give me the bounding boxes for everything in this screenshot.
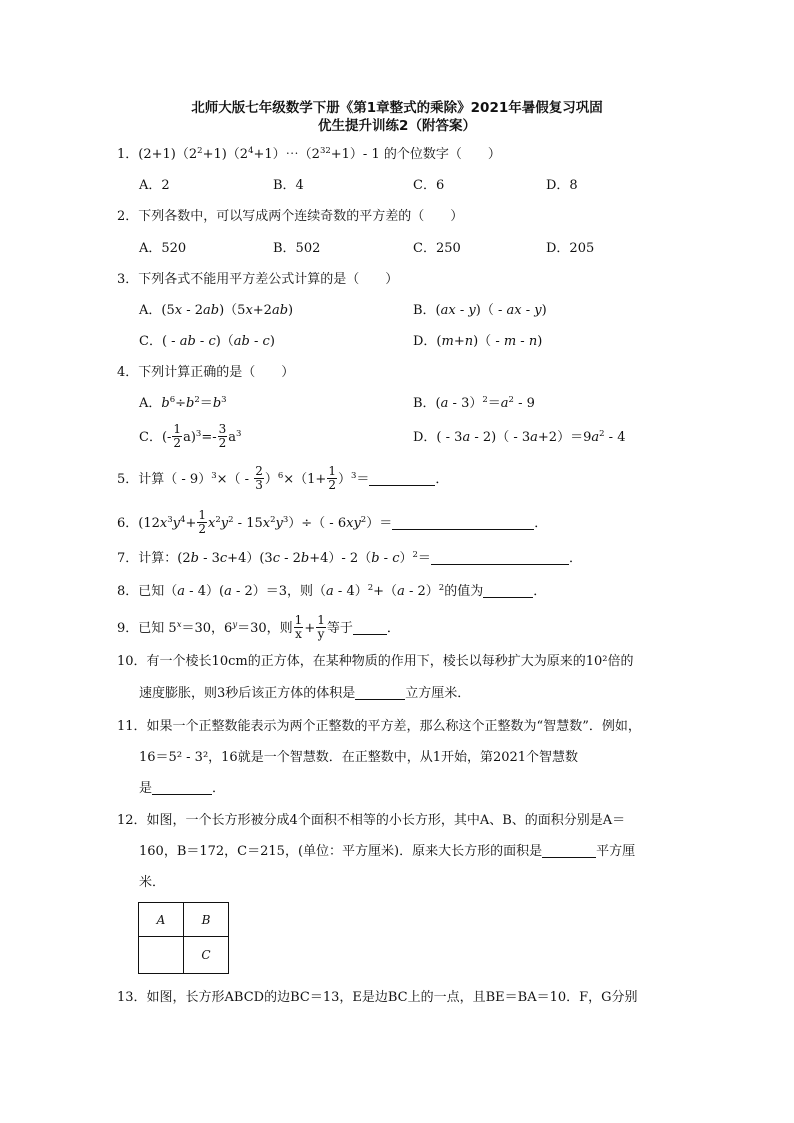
- question-8: 8．已知（a - 4）(a - 2）＝3，则（a - 4）$^2$+（a - 2）$^2$的值为 ．: [117, 583, 547, 599]
- q2-option-a: A．520: [139, 241, 187, 256]
- question-7: 7．计算：(2b - 3c+4）(3c - 2b+4）- 2（b - c）$^2$＝ ．: [117, 550, 582, 566]
- question-13-line-1: 13．如图，长方形ABCD的边BC＝13，E是边BC上的一点，且BE＝BA＝10．F，G分别: [117, 990, 638, 1005]
- question-6: 6．($12x^3y^4+$ $\frac{1}{2}$ $x^2y^2 - 15x^2y^3)\div( - 6xy^2)=$ ．: [117, 508, 548, 536]
- question-11-line-1: 11．如果一个正整数能表示为两个正整数的平方差，那么称这个正整数为“智慧数”．例如，: [117, 719, 641, 734]
- q4-option-c: C．(- $\frac{1}{2}$ a)$^3$=- $\frac{3}{2}$ $a^3$: [139, 422, 242, 450]
- title-line-1: 北师大版七年级数学下册《第1章整式的乘除》2021年暑假复习巩固: [191, 100, 603, 116]
- q3-option-d: D．(m+n)（ - m - n): [413, 334, 543, 349]
- question-4: 4．下列计算正确的是（ ）: [117, 365, 295, 380]
- q4-option-a: A．$b^6\div b^2=b^3$: [139, 395, 227, 411]
- question-12-line-2: 160，B＝172，C＝215，(单位：平方厘米)．原来大长方形的面积是 平方厘: [139, 844, 636, 859]
- question-10-line-2: 速度膨胀，则3秒后该正方体的体积是 立方厘米．: [139, 686, 471, 701]
- question-11-line-2: 16＝5² - 3²，16就是一个智慧数．在正整数中，从1开始，第2021个智慧数: [139, 750, 579, 765]
- q1-option-c: C．6: [413, 178, 445, 193]
- q4-option-d: D．( - $3a - 2)( - 3a+2)=9a^2 - 4$: [413, 429, 626, 445]
- q3-option-c: C．( - ab - c)（ab - c): [139, 334, 275, 349]
- cell-empty: [139, 937, 184, 974]
- q3-option-b: B．(ax - y)（ - ax - y): [413, 303, 547, 318]
- q1-option-a: A．2: [139, 178, 170, 193]
- cell-b: B: [184, 903, 229, 937]
- title-line-2: 优生提升训练2（附答案）: [318, 118, 476, 134]
- cell-c: C: [184, 937, 229, 974]
- q1-option-b: B．4: [273, 178, 304, 193]
- question-12-line-1: 12．如图，一个长方形被分成4个面积不相等的小长方形，其中A、B、的面积分别是A＝: [117, 813, 626, 828]
- question-5: 5．计算（ - 9）$^3$×（ - $\frac{2}{3}$ ）$^6$×（1+ $\frac{1}{2}$ ）$^3$＝ ．: [117, 464, 449, 492]
- q2-option-d: D．205: [546, 241, 595, 256]
- rectangle-figure: [138, 902, 229, 974]
- q2-option-c: C．250: [413, 241, 461, 256]
- cell-a: A: [139, 903, 184, 937]
- question-11-line-3: 是 ．: [139, 781, 226, 796]
- question-3: 3．下列各式不能用平方差公式计算的是（ ）: [117, 272, 399, 287]
- question-1: 1．$(2+1)(2^2+1)(2^4+1)\cdots(2^{32}+1)-$ 1 的个位数字（ ）: [117, 146, 501, 162]
- question-9: 9．已知 $5^x=30$，$6^y=30$，则 $\frac{1}{x}$ + $\frac{1}{y}$ 等于 ．: [117, 613, 400, 641]
- q4-option-b: B．$(a - 3)^2=a^2 - 9$: [413, 395, 535, 411]
- question-10-line-1: 10．有一个棱长10cm的正方体，在某种物质的作用下，棱长以每秒扩大为原来的10²倍的: [117, 654, 634, 669]
- q3-option-a: A．(5x - 2ab)（5x+2ab): [139, 303, 294, 318]
- q1-option-d: D．8: [546, 178, 578, 193]
- question-12-line-3: 米．: [139, 875, 166, 890]
- question-2: 2．下列各数中，可以写成两个连续奇数的平方差的（ ）: [117, 209, 464, 224]
- q2-option-b: B．502: [273, 241, 321, 256]
